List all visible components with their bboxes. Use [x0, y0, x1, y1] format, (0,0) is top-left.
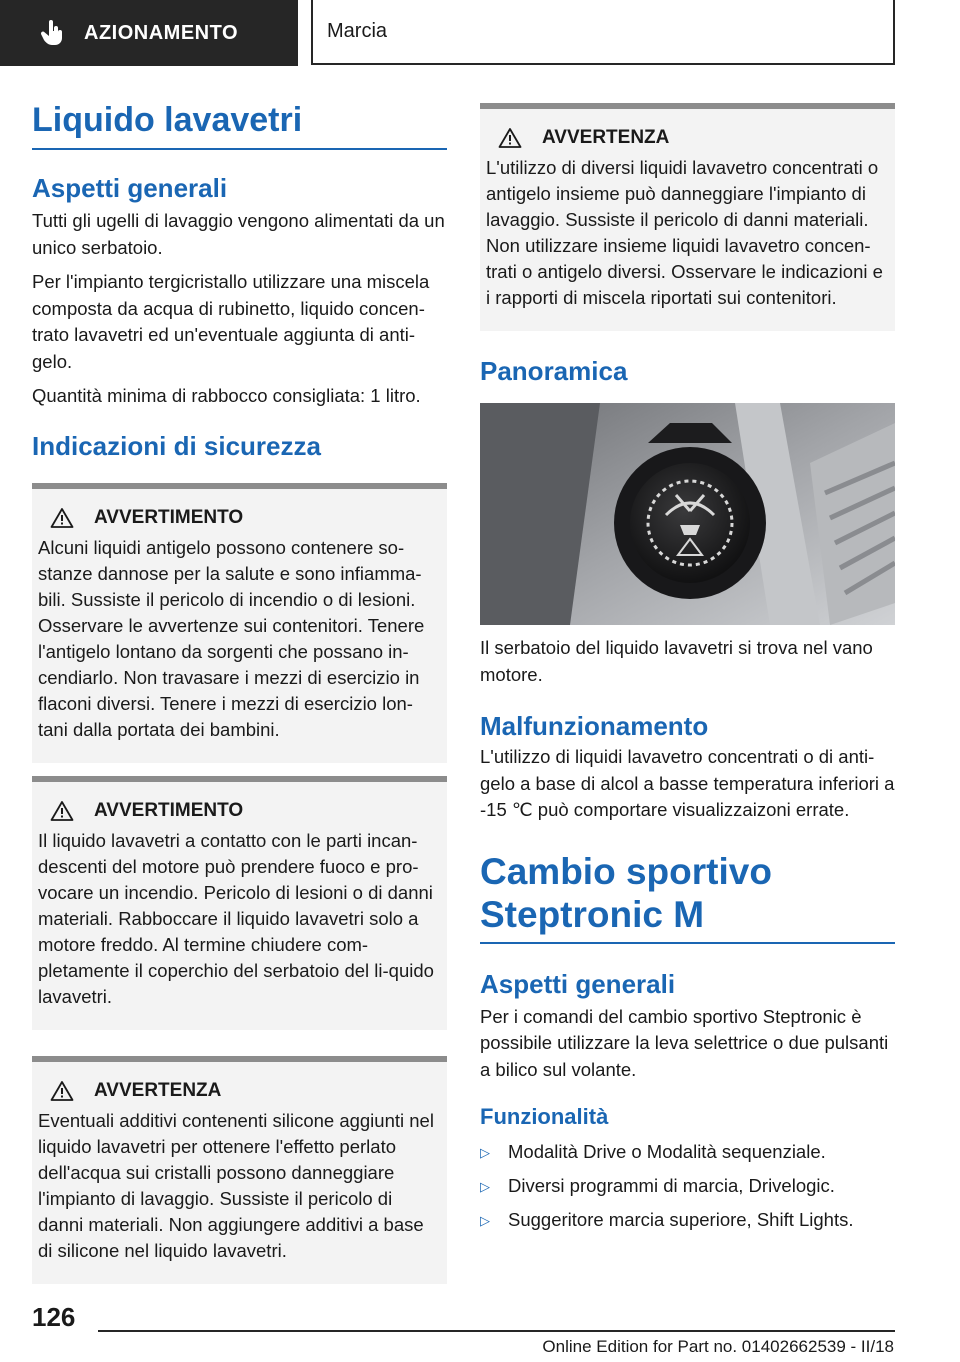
page-header — [0, 0, 960, 66]
hand-pointer-icon — [40, 20, 66, 46]
warning-title-row — [50, 1080, 439, 1102]
warning-title: AVVERTIMENTO — [94, 799, 244, 821]
warning-title: AVVERTENZA — [542, 127, 670, 148]
list-item-text: Modalità Drive o Modalità sequenziale. — [508, 1141, 826, 1162]
list-item — [480, 1139, 895, 1166]
triangle-right-icon: ▷ — [480, 1179, 490, 1194]
warning-title: AVVERTIMENTO — [94, 506, 244, 528]
triangle-right-icon: ▷ — [480, 1145, 490, 1160]
reservoir-photo — [480, 403, 895, 625]
right-column — [480, 103, 895, 1241]
warning-box — [32, 1056, 447, 1284]
safety-heading: Indicazioni di sicurezza — [32, 430, 321, 461]
warning-text: Il liquido lavavetri a contatto con le parti incan-descenti del motore può prendere fuoco e pro-vocare un incendio. Pericolo di lesioni o di danni materiali. Rabboccare il liquido lavavetri solo a motore freddo. Al termine chiudere com-pletamente il coperchio del serbatoio del li-quido lavavetri. — [38, 829, 434, 1007]
warning-title-row — [50, 800, 439, 822]
warning-text: Alcuni liquidi antigelo possono contenere so-stanze dannose per la salute e sono infiamma-bili. Sussiste il pericolo di incendio o di lesioni. Osservare le avvertenze sui contenitori. Tenere l'antigelo lontano da sorgenti che possano in-cendiarlo. Non travasare i mezzi di esercizio in flaconi diversi. Tenere i mezzi di esercizio lon-tani dalla portata dei bambini. — [38, 536, 425, 740]
left-column — [32, 100, 447, 1284]
warning-triangle-icon — [50, 1080, 74, 1102]
gearbox-title: Cambio sportivo Steptronic M — [480, 850, 895, 944]
page-number: 126 — [32, 1302, 76, 1332]
warning-box — [32, 483, 447, 763]
warning-text: Eventuali additivi contenenti silicone aggiunti nel liquido lavavetri per ottenere l'effetto perlato dell'acqua sui cristalli possono danneggiare l'impianto di lavaggio. Sussiste il pericolo di danni materiali. Non aggiungere additivi a base di silicone nel liquido lavavetri. — [38, 1109, 434, 1261]
warning-title-row — [498, 127, 887, 149]
subsection-label: Marcia — [327, 20, 388, 42]
list-item-text: Suggeritore marcia superiore, Shift Lights. — [508, 1209, 854, 1230]
footer-divider — [98, 1330, 895, 1332]
warning-box — [32, 776, 447, 1030]
malfunction-text: L'utilizzo di liquidi lavavetro concentrati o di anti-gelo a base di alcol a basse temperatura inferiori a -15 ℃ può comportare visualizzaizoni errate. — [480, 746, 895, 820]
general-paragraph-3: Quantità minima di rabbocco consigliata: 1 litro. — [32, 385, 421, 406]
warning-triangle-icon — [498, 127, 522, 149]
warning-title: AVVERTENZA — [94, 1079, 222, 1101]
warning-triangle-icon — [50, 507, 74, 529]
overview-heading: Panoramica — [480, 356, 628, 386]
page-title: Liquido lavavetri — [32, 100, 447, 150]
general-heading: Aspetti generali — [32, 173, 228, 203]
gearbox-general-text: Per i comandi del cambio sportivo Steptronic è possibile utilizzare la leva selettrice o due pulsanti a bilico sul volante. — [480, 1005, 889, 1080]
list-item — [480, 1207, 895, 1234]
section-label: AZIONAMENTO — [84, 21, 239, 44]
warning-triangle-icon — [50, 800, 74, 822]
features-heading: Funzionalità — [480, 1104, 609, 1129]
warning-text: L'utilizzo di diversi liquidi lavavetro concentrati o antigelo insieme può danneggiare l'impianto di lavaggio. Sussiste il pericolo di danni materiali. Non utilizzare insieme liquidi lavavetro concen-trati o antigelo diversi. Osservare le indicazioni e i rapporti di miscela riportati sui contenitori. — [486, 157, 883, 308]
overview-caption: Il serbatoio del liquido lavavetri si trova nel vano motore. — [480, 637, 873, 685]
malfunction-heading: Malfunzionamento — [480, 711, 709, 741]
general-paragraph-2: Per l'impianto tergicristallo utilizzare una miscela composta da acqua di rubinetto, liquido concen-trato lavavetri ed un'eventuale aggiunta di anti-gelo. — [32, 271, 430, 372]
section-tab — [0, 0, 298, 66]
subsection-box — [311, 0, 895, 65]
gearbox-general-heading: Aspetti generali — [480, 968, 676, 999]
warning-title-row — [50, 507, 439, 529]
warning-box — [480, 103, 895, 331]
list-item — [480, 1173, 895, 1200]
washer-reservoir-image — [480, 403, 895, 625]
list-item-text: Diversi programmi di marcia, Drivelogic. — [508, 1175, 835, 1196]
general-paragraph-1: Tutti gli ugelli di lavaggio vengono alimentati da un unico serbatoio. — [32, 210, 445, 258]
edition-info: Online Edition for Part no. 01402662539 - II/18 — [542, 1337, 894, 1356]
triangle-right-icon: ▷ — [480, 1213, 490, 1228]
features-list — [480, 1139, 895, 1234]
